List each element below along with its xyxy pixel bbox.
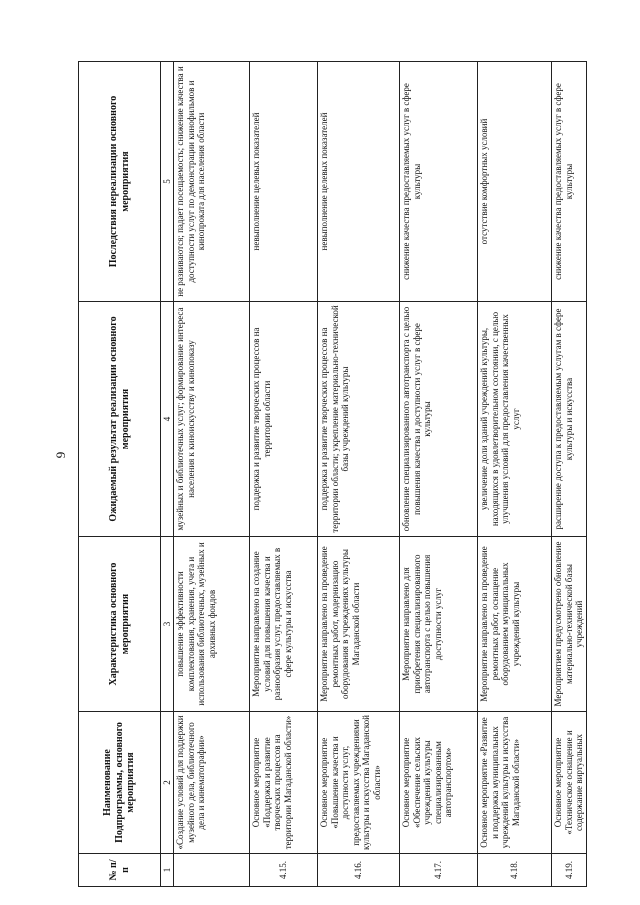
header-description: Характеристика основного мероприятия — [79, 537, 161, 712]
measure-result: поддержка и развитие творческих процессов на территории области; укрепление материально-технической базы учреждений культуры — [318, 302, 400, 537]
header-result: Ожидаемый результат реализации основного мероприятия — [79, 302, 161, 537]
header-name: Наименование Подпрограммы, основного мероприятия — [79, 712, 161, 854]
column-number-row — [161, 62, 174, 887]
row-number: 4.17. — [400, 854, 478, 887]
measure-consequence: невыполнение целевых показателей — [318, 62, 400, 302]
measure-result: обновление специализированного автотранспорта с целью повышения качества и доступности услуг в сфере культуры — [400, 302, 478, 537]
rotated-table-frame — [78, 62, 583, 887]
table-row — [250, 62, 318, 887]
column-number: 3 — [161, 537, 174, 712]
column-number: 5 — [161, 62, 174, 302]
measure-description: Мероприятием предусмотрено обновление материально-технической базы учреждений — [552, 537, 587, 712]
row-number — [174, 854, 250, 887]
measure-description: Мероприятие направлено на проведение ремонтных работ, модернизацию оборудования в учреждениях культуры Магаданской области — [318, 537, 400, 712]
column-number: 2 — [161, 712, 174, 854]
table-row — [552, 62, 587, 887]
measure-result: увеличение доли зданий учреждений культуры, находящихся в удовлетворительном состоянии, с целью улучшения условий для предоставления качественных услуг — [478, 302, 552, 537]
measure-result: расширение доступа к предоставляемым услугам в сфере культуры и искусства — [552, 302, 587, 537]
page-number: 9 — [53, 451, 68, 459]
header-number: № п/п — [79, 854, 161, 887]
row-number: 4.16. — [318, 854, 400, 887]
measure-result: музейных и библиотечных услуг; формирование интереса населения к кинoискусству и кинопоказу — [174, 302, 250, 537]
measure-result: поддержка и развитие творческих процессов на территории области — [250, 302, 318, 537]
measure-name: Основное мероприятие «Обеспечение сельских учреждений культуры специализированным автотранспортом» — [400, 712, 478, 854]
header-consequence: Последствия нереализации основного мероприятия — [79, 62, 161, 302]
measure-consequence: невыполнение целевых показателей — [250, 62, 318, 302]
table-row — [478, 62, 552, 887]
table-row — [400, 62, 478, 887]
measure-description: Мероприятие направлено на создание условий для повышения качества и разнообразия услуг, предоставляемых в сфере культуры и искусства — [250, 537, 318, 712]
table-row — [174, 62, 250, 887]
row-number: 4.19. — [552, 854, 587, 887]
measure-name: Основное мероприятие «Повышение качества и доступности услуг, предоставляемых учреждениями культуры и искусства Магаданской области» — [318, 712, 400, 854]
table-row — [318, 62, 400, 887]
row-number: 4.18. — [478, 854, 552, 887]
column-number: 1 — [161, 854, 174, 887]
measure-name: Основное мероприятие «Развитие и поддержка муниципальных учреждений культуры и искусства Магаданской области» — [478, 712, 552, 854]
measure-consequence: не развиваются; падает посещаемость; снижение качества и доступности услуг по демонстрации кинофильмов и кинопроката для населения области — [174, 62, 250, 302]
measure-description: Мероприятие направлено для приобретения специализированного автотранспорта с целью повышения доступности услуг — [400, 537, 478, 712]
measure-consequence: отсутствие комфортных условий — [478, 62, 552, 302]
measure-consequence: снижение качества предоставляемых услуг в сфере культуры — [552, 62, 587, 302]
measure-consequence: снижение качества предоставляемых услуг в сфере культуры — [400, 62, 478, 302]
program-measures-table — [78, 61, 587, 887]
column-number: 4 — [161, 302, 174, 537]
measure-name: Основное мероприятие «Поддержка и развитие творческих процессов на территории Магаданской области» — [250, 712, 318, 854]
measure-name: «Создание условий для поддержки музейного дела, библиотечного дела и кинематографии» — [174, 712, 250, 854]
measure-description: повышение эффективности комплектования, хранения, учета и использования библиотечных, музейных и архивных фондов — [174, 537, 250, 712]
measure-description: Мероприятие направлено на проведение ремонтных работ, оснащение оборудованием муниципальных учреждений культуры — [478, 537, 552, 712]
row-number: 4.15. — [250, 854, 318, 887]
table-header-row — [79, 62, 161, 887]
measure-name: Основное мероприятие «Техническое оснащение и содержание виртуальных — [552, 712, 587, 854]
